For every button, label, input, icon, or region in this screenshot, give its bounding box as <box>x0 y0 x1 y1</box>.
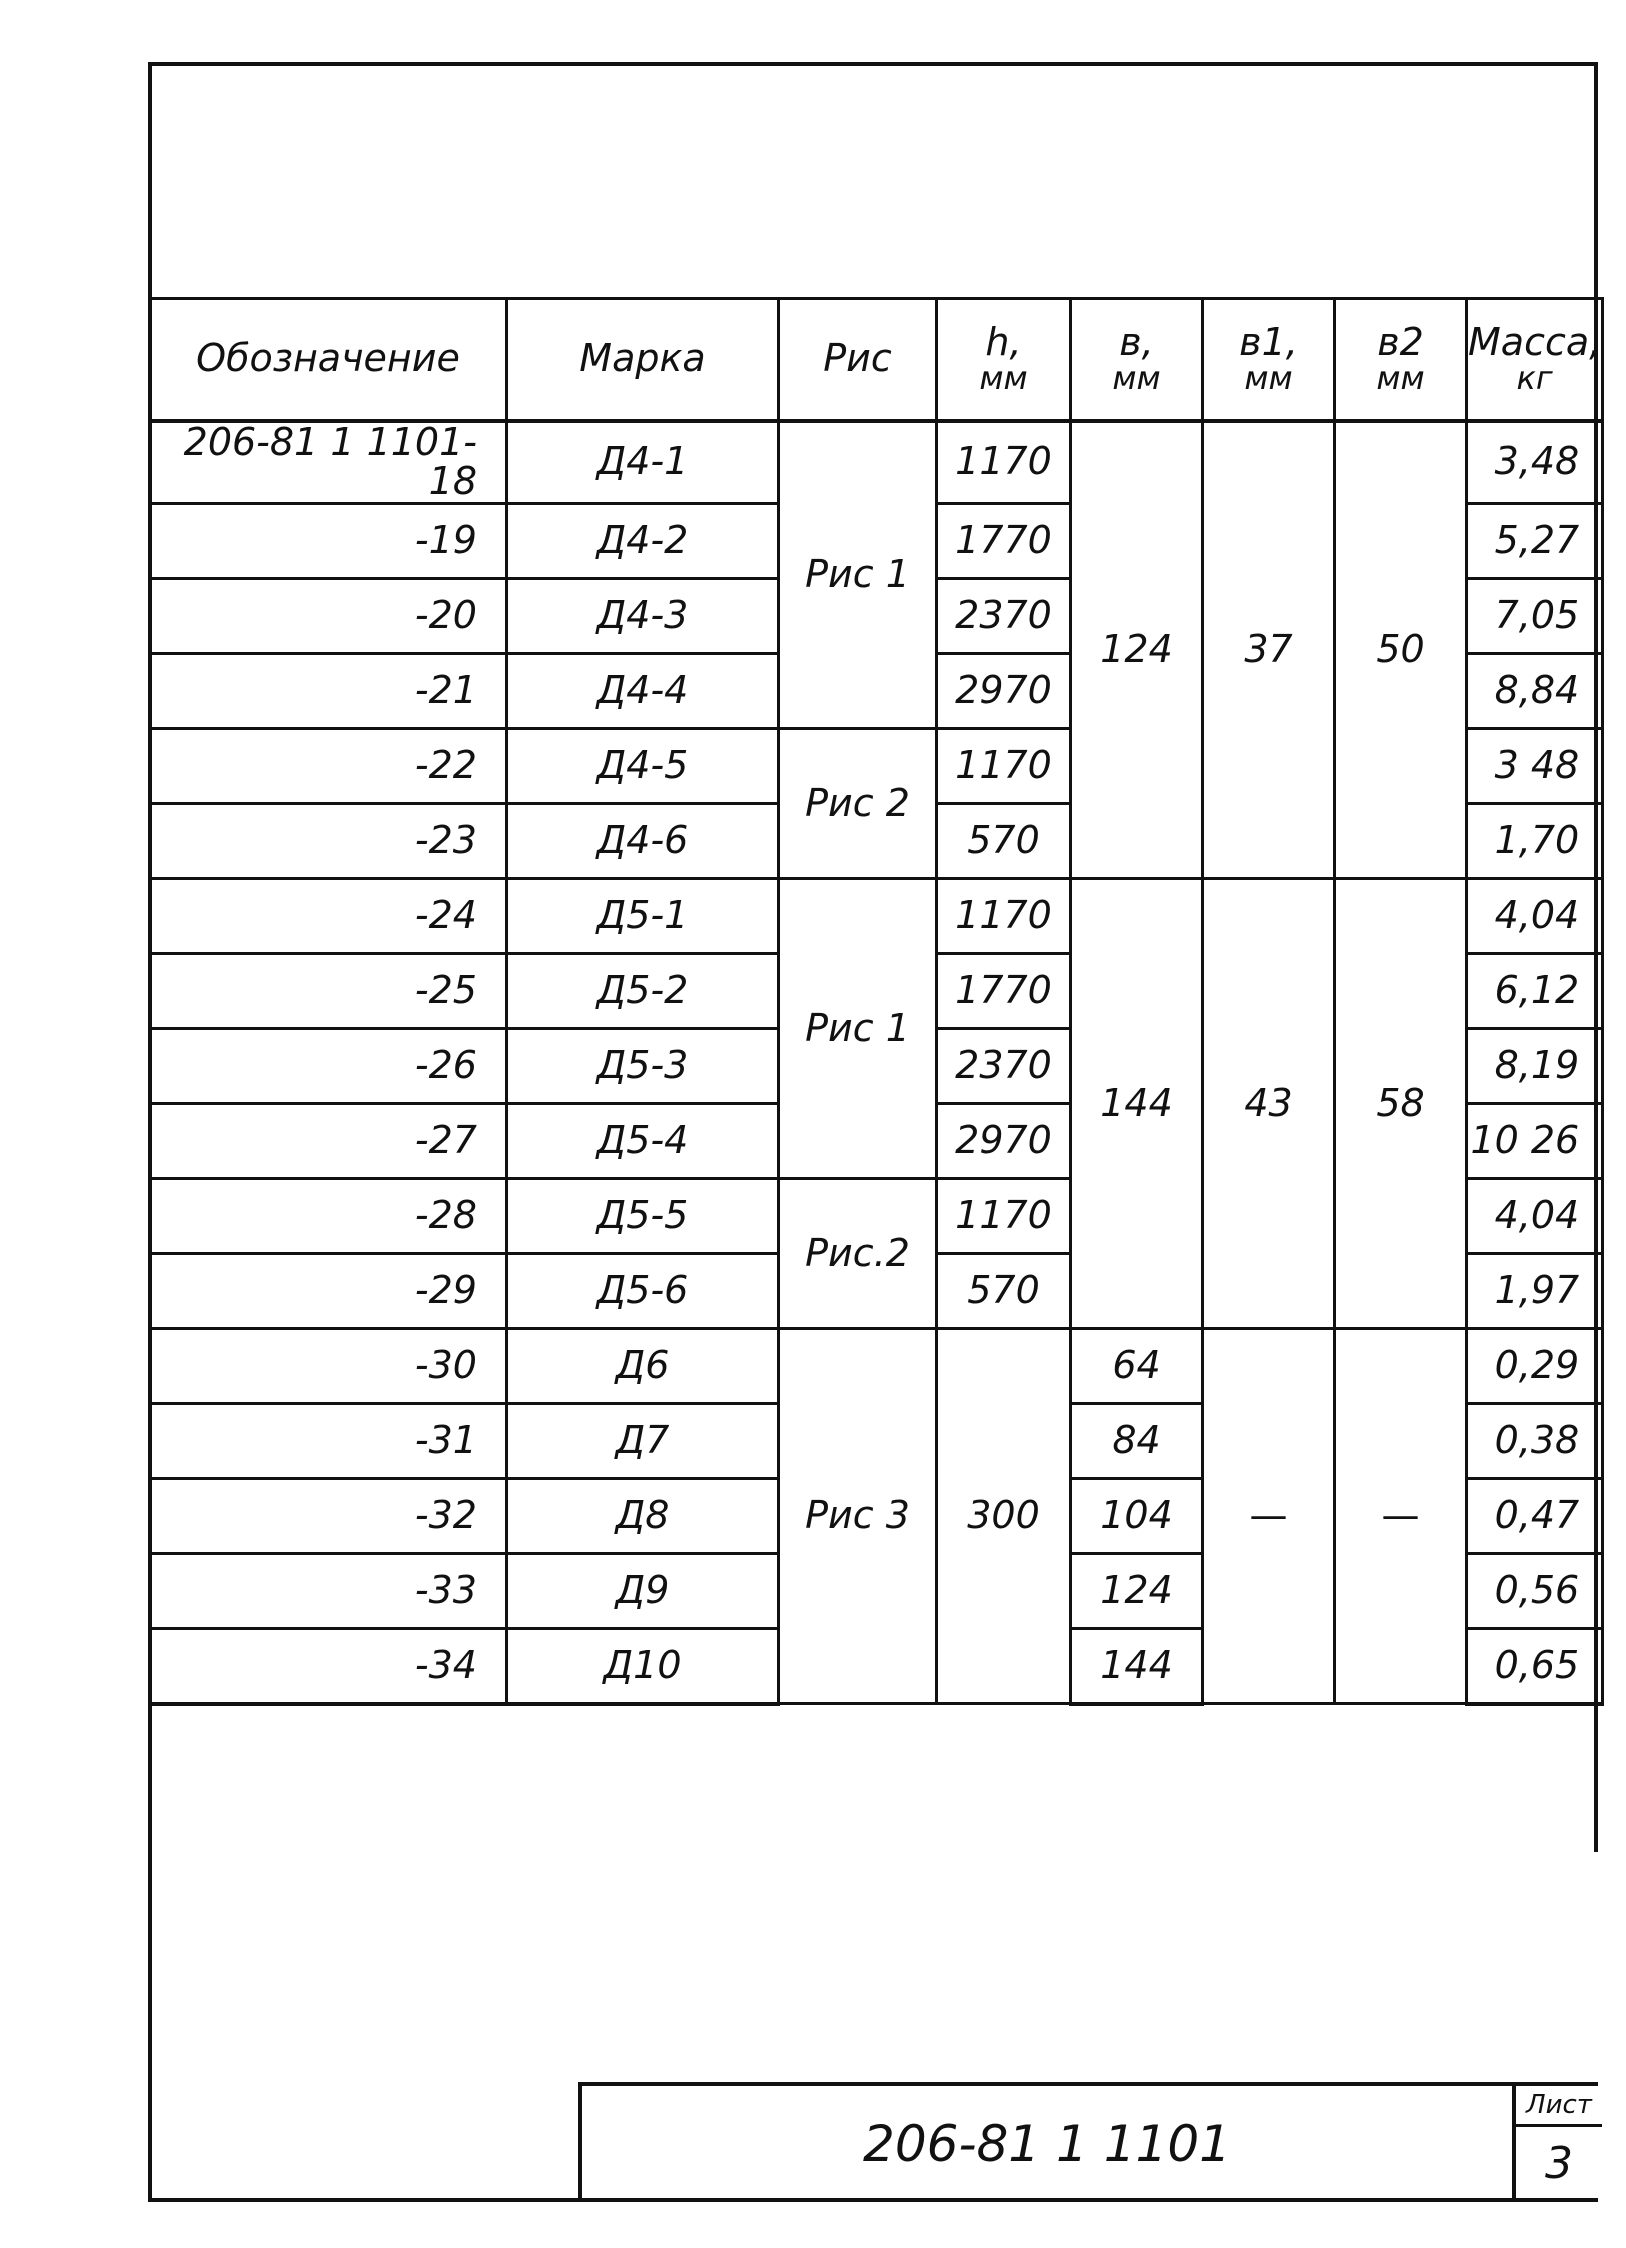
cell-h: 2370 <box>937 1029 1071 1104</box>
header-fig: Рис <box>779 299 937 421</box>
cell-mark: Д5-2 <box>507 954 779 1029</box>
header-b2-unit: мм <box>1376 359 1425 398</box>
cell-designation: -24 <box>150 879 507 954</box>
cell-mark: Д4-6 <box>507 804 779 879</box>
header-b2-label: в2 <box>1377 319 1424 364</box>
header-b1-label: в1, <box>1239 319 1298 364</box>
cell-designation: -25 <box>150 954 507 1029</box>
cell-h: 1770 <box>937 504 1071 579</box>
header-b-label: в, <box>1119 319 1154 364</box>
cell-mark: Д4-3 <box>507 579 779 654</box>
header-b1 <box>1203 299 1335 421</box>
cell-h: 1170 <box>937 729 1071 804</box>
cell-b: 144 <box>1071 1629 1203 1704</box>
cell-fig: Рис 3 <box>779 1329 937 1704</box>
cell-h: 300 <box>937 1329 1071 1704</box>
cell-mass: 5,27 <box>1467 504 1603 579</box>
cell-mark: Д8 <box>507 1479 779 1554</box>
cell-designation: -33 <box>150 1554 507 1629</box>
cell-mass: 7,05 <box>1467 579 1603 654</box>
header-b-unit: мм <box>1112 359 1161 398</box>
cell-mark: Д5-6 <box>507 1254 779 1329</box>
cell-h: 2370 <box>937 579 1071 654</box>
header-b1-unit: мм <box>1244 359 1293 398</box>
cell-mass: 1,70 <box>1467 804 1603 879</box>
header-b <box>1071 299 1203 421</box>
cell-h: 1170 <box>937 1179 1071 1254</box>
cell-b: 104 <box>1071 1479 1203 1554</box>
cell-mark: Д4-2 <box>507 504 779 579</box>
cell-mass: 6,12 <box>1467 954 1603 1029</box>
cell-mark: Д5-5 <box>507 1179 779 1254</box>
cell-mass: 3 48 <box>1467 729 1603 804</box>
header-mass-label: Масса, <box>1468 319 1602 364</box>
cell-mass: 0,56 <box>1467 1554 1603 1629</box>
cell-mark: Д9 <box>507 1554 779 1629</box>
cell-h: 1770 <box>937 954 1071 1029</box>
table-row <box>150 1329 1603 1404</box>
header-mark: Марка <box>507 299 779 421</box>
header-h <box>937 299 1071 421</box>
cell-h: 2970 <box>937 654 1071 729</box>
cell-mark: Д6 <box>507 1329 779 1404</box>
cell-designation: -34 <box>150 1629 507 1704</box>
cell-designation: -20 <box>150 579 507 654</box>
cell-b: 124 <box>1071 1554 1203 1629</box>
title-block <box>578 2082 1598 2202</box>
header-mass <box>1467 299 1603 421</box>
cell-mass: 3,48 <box>1467 421 1603 504</box>
table-row <box>150 879 1603 954</box>
cell-mass: 4,04 <box>1467 879 1603 954</box>
cell-h: 1170 <box>937 421 1071 504</box>
document-code: 206-81 1 1101 <box>863 2115 1231 2173</box>
header-mass-unit: кг <box>1516 359 1553 398</box>
cell-designation: -27 <box>150 1104 507 1179</box>
cell-b: 84 <box>1071 1404 1203 1479</box>
cell-mass: 0,47 <box>1467 1479 1603 1554</box>
cell-mark: Д4-1 <box>507 421 779 504</box>
cell-designation: -26 <box>150 1029 507 1104</box>
cell-b2: 50 <box>1335 421 1467 879</box>
cell-mark: Д10 <box>507 1629 779 1704</box>
cell-mass: 10 26 <box>1467 1104 1603 1179</box>
cell-mass: 4,04 <box>1467 1179 1603 1254</box>
sheet-label: Лист <box>1516 2086 1602 2127</box>
cell-b: 124 <box>1071 421 1203 879</box>
cell-designation: -21 <box>150 654 507 729</box>
header-h-label: h, <box>985 319 1022 364</box>
cell-designation: -29 <box>150 1254 507 1329</box>
cell-b: 144 <box>1071 879 1203 1329</box>
cell-b1: 43 <box>1203 879 1335 1329</box>
header-designation: Обозначение <box>150 299 507 421</box>
cell-designation: -19 <box>150 504 507 579</box>
cell-designation: -22 <box>150 729 507 804</box>
cell-mass: 0,65 <box>1467 1629 1603 1704</box>
cell-fig: Рис 2 <box>779 729 937 879</box>
cell-b1: 37 <box>1203 421 1335 879</box>
cell-mark: Д4-4 <box>507 654 779 729</box>
specification-table <box>148 297 1604 1706</box>
cell-designation: -32 <box>150 1479 507 1554</box>
cell-b2: 58 <box>1335 879 1467 1329</box>
cell-mass: 1,97 <box>1467 1254 1603 1329</box>
cell-b: 64 <box>1071 1329 1203 1404</box>
cell-fig: Рис 1 <box>779 879 937 1179</box>
cell-designation: -31 <box>150 1404 507 1479</box>
cell-mass: 0,29 <box>1467 1329 1603 1404</box>
cell-b1: — <box>1203 1329 1335 1704</box>
cell-mark: Д4-5 <box>507 729 779 804</box>
cell-mark: Д5-1 <box>507 879 779 954</box>
cell-h: 570 <box>937 804 1071 879</box>
cell-mass: 8,19 <box>1467 1029 1603 1104</box>
header-h-unit: мм <box>979 359 1028 398</box>
table-row <box>150 421 1603 504</box>
cell-b2: — <box>1335 1329 1467 1704</box>
cell-designation: -23 <box>150 804 507 879</box>
cell-designation: -30 <box>150 1329 507 1404</box>
cell-h: 570 <box>937 1254 1071 1329</box>
sheet-number: 3 <box>1545 2138 1573 2189</box>
header-b2 <box>1335 299 1467 421</box>
cell-designation: 206-81 1 1101-18 <box>150 421 507 504</box>
cell-mass: 0,38 <box>1467 1404 1603 1479</box>
cell-mark: Д5-3 <box>507 1029 779 1104</box>
sheet-box <box>1512 2086 1602 2202</box>
cell-h: 1170 <box>937 879 1071 954</box>
cell-mark: Д7 <box>507 1404 779 1479</box>
cell-h: 2970 <box>937 1104 1071 1179</box>
table-header-row <box>150 299 1603 421</box>
cell-fig: Рис 1 <box>779 421 937 729</box>
cell-mark: Д5-4 <box>507 1104 779 1179</box>
cell-mass: 8,84 <box>1467 654 1603 729</box>
cell-designation: -28 <box>150 1179 507 1254</box>
cell-fig: Рис.2 <box>779 1179 937 1329</box>
